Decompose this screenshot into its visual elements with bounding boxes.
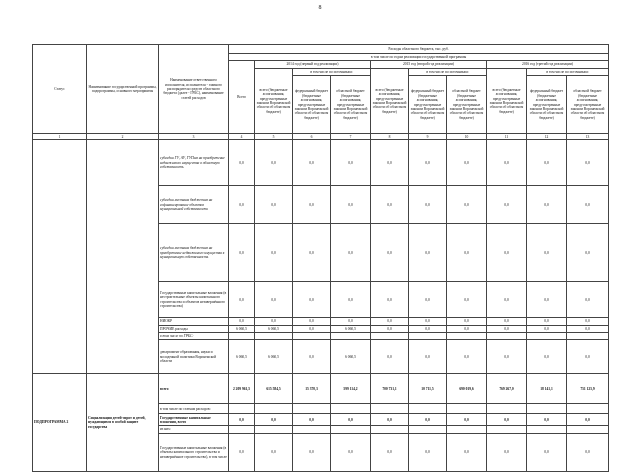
value-cell: 0,0	[447, 140, 487, 186]
program-value-cell: 0,0	[409, 414, 447, 426]
value-cell: 0,0	[409, 318, 447, 325]
name-cell-empty	[87, 140, 159, 374]
program-value-cell	[527, 404, 567, 414]
program-value-cell: 599 114,2	[331, 374, 371, 404]
program-value-cell: 0,0	[331, 414, 371, 426]
table-row	[33, 140, 609, 186]
row-label: НИОКР	[159, 318, 229, 325]
column-index: 7	[331, 134, 371, 140]
program-value-cell: 0,0	[229, 414, 255, 426]
value-cell: 0,0	[331, 186, 371, 224]
value-cell: 0,0	[293, 282, 331, 318]
program-value-cell: 0,0	[487, 433, 527, 471]
program-row-label: всего	[159, 374, 229, 404]
program-value-cell	[487, 426, 527, 433]
program-value-cell: 0,0	[527, 414, 567, 426]
header-status: Статус	[33, 45, 87, 134]
header-by-years: в том числе по годам реализации государственной программы	[229, 54, 609, 61]
column-index: 5	[255, 134, 293, 140]
program-name: Социализация детей-сирот и детей, нуждающихся в особой защите государства	[87, 374, 159, 471]
program-value-cell: 2 209 961,5	[229, 374, 255, 404]
value-cell: 0,0	[409, 340, 447, 374]
program-value-cell: 0,0	[447, 414, 487, 426]
value-cell: 0,0	[567, 340, 609, 374]
value-cell: 0,0	[487, 186, 527, 224]
value-cell: 0,0	[409, 140, 447, 186]
value-cell	[409, 333, 447, 340]
program-value-cell	[371, 426, 409, 433]
value-cell: 0,0	[229, 282, 255, 318]
program-value-cell	[447, 404, 487, 414]
value-cell: 0,0	[567, 325, 609, 332]
value-cell	[293, 333, 331, 340]
value-cell: 0,0	[293, 318, 331, 325]
program-row-label: в том числе по статьям расходов:	[159, 404, 229, 414]
program-value-cell: 0,0	[293, 414, 331, 426]
program-value-cell	[409, 426, 447, 433]
header-y1-total: всего (бюджетные ассигнования, предусмотренные законом Воронежской области об областном бюджете)	[255, 68, 293, 133]
program-value-cell: 690 019,6	[447, 374, 487, 404]
value-cell: 0,0	[371, 224, 409, 282]
header-y2-regional: областной бюджет (бюджетные ассигнования, предусмотренные законом Воронежской области об областном бюджете)	[447, 76, 487, 134]
column-index: 3	[159, 134, 229, 140]
column-index: 11	[487, 134, 527, 140]
value-cell	[567, 333, 609, 340]
value-cell: 0,0	[255, 140, 293, 186]
row-label: субсидии местным бюджетам на приобретение недвижимого имущества в муниципальную собственность	[159, 224, 229, 282]
program-value-cell	[487, 404, 527, 414]
program-value-cell: 615 584,5	[255, 374, 293, 404]
program-value-cell: 0,0	[409, 433, 447, 471]
value-cell: 0,0	[567, 282, 609, 318]
value-cell	[331, 333, 371, 340]
program-value-cell: 0,0	[371, 414, 409, 426]
program-value-cell: 700 731,1	[371, 374, 409, 404]
header-y1-federal: федеральный бюджет (бюджетные ассигнования, предусмотренные законом Воронежской области об областном бюджете)	[293, 76, 331, 134]
program-value-cell: 0,0	[255, 433, 293, 471]
program-row	[33, 374, 609, 404]
program-value-cell: 0,0	[487, 414, 527, 426]
value-cell: 0,0	[487, 224, 527, 282]
value-cell: 0,0	[447, 318, 487, 325]
value-cell: 0,0	[293, 325, 331, 332]
value-cell	[371, 333, 409, 340]
value-cell: 0,0	[255, 224, 293, 282]
header-y3-regional: областной бюджет (бюджетные ассигнования, предусмотренные законом Воронежской области об областном бюджете)	[567, 76, 609, 134]
value-cell: 0,0	[255, 186, 293, 224]
program-value-cell: 751 125,9	[567, 374, 609, 404]
header-y1-incl: в том числе по источникам:	[293, 68, 371, 75]
program-value-cell: 18 141,1	[527, 374, 567, 404]
program-row-label: из них:	[159, 426, 229, 433]
value-cell: 0,0	[487, 282, 527, 318]
program-value-cell: 0,0	[229, 433, 255, 471]
program-value-cell	[331, 426, 371, 433]
column-index: 10	[447, 134, 487, 140]
page-number: 8	[318, 5, 322, 11]
value-cell: 0,0	[371, 140, 409, 186]
column-index: 4	[229, 134, 255, 140]
header-y3-federal: федеральный бюджет (бюджетные ассигнования, предусмотренные законом Воронежской области об областном бюджете)	[527, 76, 567, 134]
value-cell: 0,0	[567, 186, 609, 224]
value-cell: 0,0	[527, 325, 567, 332]
value-cell: 0,0	[447, 340, 487, 374]
value-cell: 0,0	[371, 325, 409, 332]
column-index: 6	[293, 134, 331, 140]
header-y3-incl: в том числе по источникам:	[527, 68, 609, 75]
value-cell: 0,0	[331, 282, 371, 318]
value-cell: 0,0	[331, 224, 371, 282]
value-cell: 0,0	[293, 224, 331, 282]
value-cell: 6 060,5	[229, 325, 255, 332]
value-cell: 0,0	[487, 325, 527, 332]
program-value-cell: 0,0	[293, 433, 331, 471]
value-cell: 0,0	[371, 318, 409, 325]
column-index: 1	[33, 134, 87, 140]
program-value-cell: 0,0	[371, 433, 409, 471]
program-status: ПОДПРОГРАММА 2	[33, 374, 87, 471]
value-cell: 0,0	[229, 318, 255, 325]
value-cell: 6 060,5	[331, 340, 371, 374]
value-cell: 0,0	[255, 318, 293, 325]
program-value-cell	[371, 404, 409, 414]
value-cell: 0,0	[229, 140, 255, 186]
value-cell: 0,0	[447, 224, 487, 282]
value-cell: 0,0	[409, 186, 447, 224]
program-value-cell: 0,0	[567, 433, 609, 471]
value-cell: 0,0	[447, 325, 487, 332]
value-cell: 0,0	[527, 282, 567, 318]
column-index: 8	[371, 134, 409, 140]
column-index: 2	[87, 134, 159, 140]
program-value-cell: 0,0	[255, 414, 293, 426]
program-value-cell	[527, 426, 567, 433]
program-value-cell	[409, 404, 447, 414]
program-value-cell	[331, 404, 371, 414]
column-index: 12	[527, 134, 567, 140]
program-value-cell: 0,0	[447, 433, 487, 471]
value-cell: 0,0	[409, 282, 447, 318]
value-cell: 0,0	[527, 340, 567, 374]
program-value-cell	[567, 426, 609, 433]
value-cell: 0,0	[527, 186, 567, 224]
header-name: Наименование государственной программы, подпрограммы, основного мероприятия	[87, 45, 159, 134]
value-cell: 0,0	[567, 140, 609, 186]
row-label: ПРОЧИЕ расходы	[159, 325, 229, 332]
header-executor: Наименование ответственного исполнителя, исполнителя - главного распорядителя средств областного бюджета (далее - ГРБС), наименование статей расходов	[159, 45, 229, 134]
value-cell	[229, 333, 255, 340]
header-expenses: Расходы областного бюджета, тыс. руб.	[229, 45, 609, 54]
value-cell: 0,0	[331, 318, 371, 325]
header-y2-total: всего (бюджетные ассигнования, предусмотренные законом Воронежской области об областном бюджете)	[371, 68, 409, 133]
value-cell: 0,0	[447, 186, 487, 224]
value-cell: 0,0	[229, 186, 255, 224]
header-y3-total: всего (бюджетные ассигнования, предусмотренные законом Воронежской области об областном бюджете)	[487, 68, 527, 133]
header-year1: 2014 год (первый год реализации)	[255, 61, 371, 68]
program-value-cell	[229, 404, 255, 414]
program-value-cell	[255, 404, 293, 414]
row-label: Государственные капитальные вложения (в нестроительные объекты капитального строительства и объектов незавершённого строительства)	[159, 282, 229, 318]
program-value-cell	[293, 404, 331, 414]
header-y2-incl: в том числе по источникам:	[409, 68, 487, 75]
value-cell: 0,0	[293, 340, 331, 374]
value-cell: 0,0	[487, 140, 527, 186]
value-cell: 0,0	[567, 224, 609, 282]
column-index: 9	[409, 134, 447, 140]
value-cell: 0,0	[527, 224, 567, 282]
header-y2-federal: федеральный бюджет (бюджетные ассигнования, предусмотренные законом Воронежской области об областном бюджете)	[409, 76, 447, 134]
program-value-cell: 0,0	[527, 433, 567, 471]
row-label: субсидии ГУ, АУ, ГУПам на приобретение недвижимого имущества в областную собственность	[159, 140, 229, 186]
header-total: Всего	[229, 61, 255, 134]
value-cell: 0,0	[371, 282, 409, 318]
budget-table	[32, 44, 609, 472]
value-cell: 6 060,5	[255, 325, 293, 332]
column-index: 13	[567, 134, 609, 140]
program-value-cell: 15 370,3	[293, 374, 331, 404]
value-cell: 0,0	[447, 282, 487, 318]
value-cell: 0,0	[229, 224, 255, 282]
program-row-label: Государственные капитальные вложения, всего	[159, 414, 229, 426]
value-cell: 0,0	[527, 140, 567, 186]
program-value-cell	[293, 426, 331, 433]
program-value-cell: 10 711,5	[409, 374, 447, 404]
value-cell: 6 060,5	[255, 340, 293, 374]
header-year2: 2015 год (второй год реализации)	[371, 61, 487, 68]
value-cell	[447, 333, 487, 340]
program-value-cell	[567, 404, 609, 414]
value-cell	[487, 333, 527, 340]
value-cell: 6 060,5	[331, 325, 371, 332]
value-cell: 0,0	[487, 318, 527, 325]
value-cell	[255, 333, 293, 340]
value-cell: 0,0	[255, 282, 293, 318]
value-cell: 0,0	[487, 340, 527, 374]
program-value-cell	[255, 426, 293, 433]
value-cell: 0,0	[409, 325, 447, 332]
program-value-cell: 769 267,0	[487, 374, 527, 404]
header-year3: 2016 год (третий год реализации)	[487, 61, 609, 68]
row-label: департамент образования, науки и молодежной политики Воронежской области	[159, 340, 229, 374]
program-value-cell	[447, 426, 487, 433]
value-cell: 0,0	[409, 224, 447, 282]
value-cell: 0,0	[331, 140, 371, 186]
row-label: субсидии местным бюджетам на софинансирование объектов муниципальной собственности	[159, 186, 229, 224]
value-cell: 0,0	[527, 318, 567, 325]
status-cell-empty	[33, 140, 87, 374]
value-cell: 0,0	[293, 140, 331, 186]
value-cell: 0,0	[567, 318, 609, 325]
value-cell	[527, 333, 567, 340]
program-value-cell: 0,0	[567, 414, 609, 426]
value-cell: 0,0	[371, 340, 409, 374]
header-y1-regional: областной бюджет (бюджетные ассигнования, предусмотренные законом Воронежской области об областном бюджете)	[331, 76, 371, 134]
value-cell: 0,0	[293, 186, 331, 224]
program-value-cell: 0,0	[331, 433, 371, 471]
program-value-cell	[229, 426, 255, 433]
row-label: в том числе по ГРБС:	[159, 333, 229, 340]
value-cell: 0,0	[371, 186, 409, 224]
program-row-label: Государственные капитальные вложения (в объекты капитального строительства и незавершённое строительство), в том числе	[159, 433, 229, 471]
value-cell: 6 060,5	[229, 340, 255, 374]
